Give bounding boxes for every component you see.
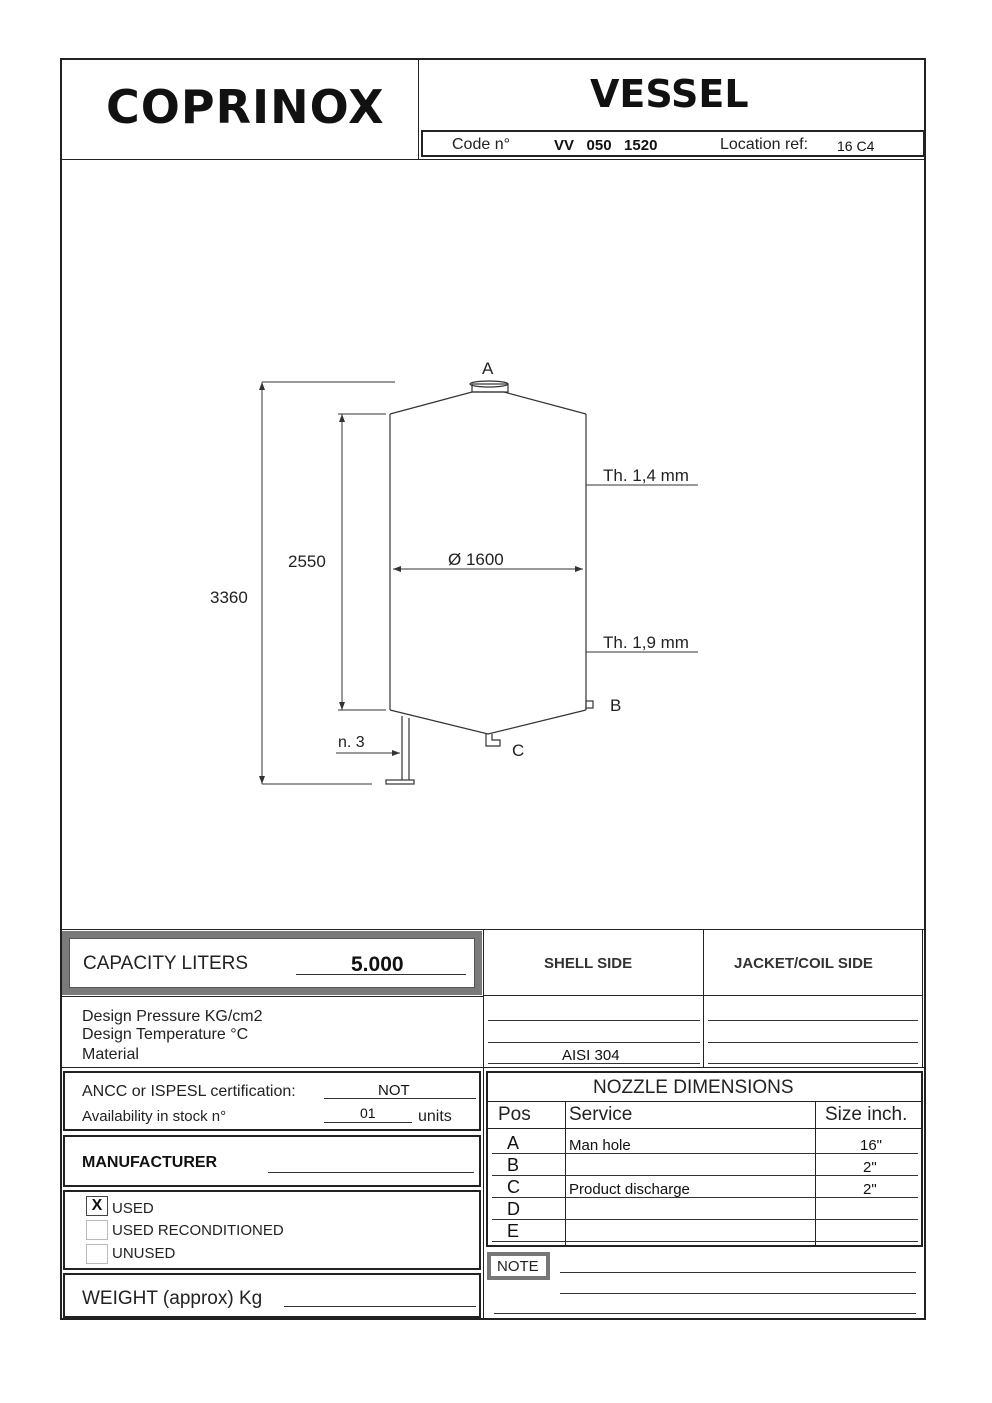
nozzle-row-pos: B — [507, 1155, 520, 1175]
outlet-pipe — [486, 734, 500, 746]
used-checkbox[interactable]: X — [86, 1196, 108, 1216]
drawing-label-a: A — [482, 359, 494, 378]
dim-thickness-top: Th. 1,4 mm — [603, 466, 689, 485]
unused-checkbox[interactable] — [86, 1244, 108, 1264]
col-service: Service — [569, 1104, 633, 1125]
nozzle-row-size: 16" — [860, 1137, 883, 1154]
weight-label: WEIGHT (approx) Kg — [82, 1288, 263, 1309]
roof-cone — [390, 392, 586, 414]
material-label: Material — [82, 1046, 139, 1063]
code-value: VV 050 1520 — [554, 137, 658, 154]
stock-unit: units — [418, 1108, 452, 1125]
material-shell-value: AISI 304 — [562, 1047, 620, 1064]
nozzle-row-pos: E — [507, 1221, 520, 1241]
leg-foot — [386, 780, 414, 784]
nozzle-row-pos: A — [507, 1133, 520, 1153]
manufacturer-label: MANUFACTURER — [82, 1154, 218, 1171]
nozzle-row-size: 2" — [863, 1159, 877, 1176]
note-label: NOTE — [497, 1258, 539, 1275]
used-label: USED — [112, 1200, 154, 1217]
dim-total-height: 3360 — [210, 588, 248, 607]
reconditioned-label: USED RECONDITIONED — [112, 1222, 284, 1239]
certification-label: ANCC or ISPESL certification: — [82, 1083, 296, 1100]
page-title: VESSEL — [590, 72, 749, 116]
shell-side-heading: SHELL SIDE — [544, 955, 633, 972]
dim-shell-height: 2550 — [288, 552, 326, 571]
manhole-neck — [472, 384, 508, 392]
location-label: Location ref: — [720, 136, 809, 153]
reconditioned-checkbox[interactable] — [86, 1220, 108, 1240]
drawing-label-b: B — [610, 696, 622, 715]
nozzle-row-service: Product discharge — [569, 1181, 690, 1198]
table-middle-divider — [483, 929, 484, 1320]
nozzle-row-pos: C — [507, 1177, 520, 1197]
company-logo: COPRINOX — [106, 80, 385, 134]
unused-label: UNUSED — [112, 1245, 176, 1262]
nozzle-row-pos: D — [507, 1199, 520, 1219]
certification-value: NOT — [378, 1082, 410, 1099]
location-value: 16 C4 — [837, 138, 875, 154]
dim-diameter: Ø 1600 — [448, 550, 504, 569]
dim-thickness-bottom: Th. 1,9 mm — [603, 633, 689, 652]
jacket-side-heading: JACKET/COIL SIDE — [734, 955, 873, 972]
table-top-rule — [60, 929, 924, 930]
drawing-label-c: C — [512, 741, 525, 760]
bottom-cone — [390, 710, 586, 734]
col-pos: Pos — [498, 1104, 531, 1125]
design-temperature-label: Design Temperature °C — [82, 1026, 249, 1043]
nozzle-b — [586, 701, 593, 708]
nozzle-row-service: Man hole — [569, 1137, 631, 1154]
capacity-label: CAPACITY LITERS — [83, 953, 249, 974]
legs-count: n. 3 — [338, 734, 365, 751]
design-pressure-label: Design Pressure KG/cm2 — [82, 1008, 263, 1025]
stock-value: 01 — [360, 1105, 376, 1121]
nozzle-row-size: 2" — [863, 1181, 877, 1198]
stock-label: Availability in stock n° — [82, 1108, 227, 1125]
nozzle-table-title: NOZZLE DIMENSIONS — [593, 1077, 794, 1098]
capacity-value: 5.000 — [351, 953, 404, 976]
code-label: Code n° — [452, 136, 510, 153]
col-size: Size inch. — [825, 1104, 908, 1125]
